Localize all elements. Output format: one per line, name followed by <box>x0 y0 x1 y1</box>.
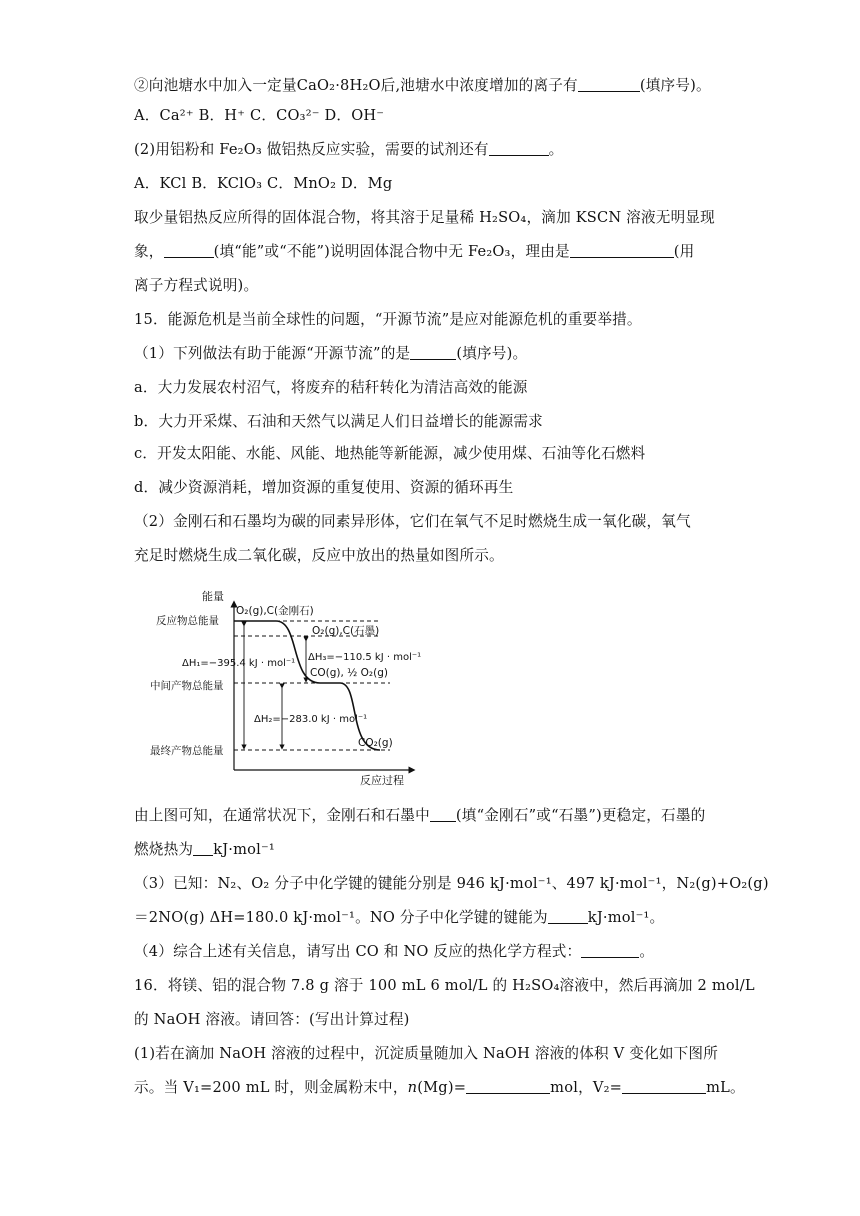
q14-para-c: 离子方程式说明)。 <box>134 277 259 294</box>
q15-opt-d: d．减少资源消耗，增加资源的重复使用、资源的循环再生 <box>134 479 514 496</box>
q15-p3-b2: kJ·mol⁻¹。 <box>587 909 665 926</box>
answer-blank[interactable] <box>430 807 456 822</box>
q15-p3-b <box>134 908 664 928</box>
q16-p1-b3: (Mg)= <box>417 1079 467 1096</box>
q15-title: 15．能源危机是当前全球性的问题，“开源节流”是应对能源危机的重要举措。 <box>134 311 642 328</box>
answer-blank[interactable] <box>570 243 674 258</box>
q15-after-a <box>134 806 705 826</box>
q15-after-b1: 燃烧热为 <box>134 841 194 858</box>
label-graphite: O₂(g),C(石墨) <box>312 625 380 637</box>
answer-blank[interactable] <box>164 243 214 258</box>
q14-part2-tail: 。 <box>548 141 564 158</box>
dh1-label: ΔH₁=−395.4 kJ · mol⁻¹ <box>182 658 296 669</box>
q16-p1-a: (1)若在滴加 NaOH 溶液的过程中，沉淀质量随加入 NaOH 溶液的体积 V 变化如下图所 <box>134 1045 718 1062</box>
q15-p1-tail: (填序号)。 <box>456 345 528 362</box>
q14-para-b2: (填“能”或“不能”)说明固体混合物中无 Fe₂O₃，理由是 <box>213 243 570 260</box>
q14-para-a: 取少量铝热反应所得的固体混合物，将其溶于足量稀 H₂SO₄，滴加 KSCN 溶液无明显现 <box>134 209 715 226</box>
answer-blank[interactable] <box>466 1079 550 1094</box>
label-co: CO(g), ½ O₂(g) <box>310 667 388 679</box>
q14-para-b1: 象， <box>134 243 164 260</box>
q16-p1-b <box>134 1078 745 1098</box>
q15-opt-b: b．大力开采煤、石油和天然气以满足人们日益增长的能源需求 <box>134 413 543 430</box>
q14-part2-stem: (2)用铝粉和 Fe₂O₃ 做铝热反应实验，需要的试剂还有 <box>134 141 489 158</box>
q16-title-a: 16．将镁、铝的混合物 7.8 g 溶于 100 mL 6 mol/L 的 H₂SO₄溶液中，然后再滴加 2 mol/L <box>134 977 755 994</box>
y-axis-label: 能量 <box>202 590 224 603</box>
x-axis-label: 反应过程 <box>360 774 404 786</box>
q16-p1-b4: mol，V₂= <box>550 1079 623 1096</box>
answer-blank[interactable] <box>193 841 213 856</box>
q15-opt-c: c．开发太阳能、水能、风能、地热能等新能源，减少使用煤、石油等化石燃料 <box>134 445 646 462</box>
q14-p2-line <box>134 76 711 96</box>
q15-after-a2: (填“金刚石”或“石墨”)更稳定，石墨的 <box>455 807 706 824</box>
q15-p3-b1: ＝2NO(g) ΔH=180.0 kJ·mol⁻¹。NO 分子中化学键的键能为 <box>134 909 548 926</box>
dh2-label: ΔH₂=−283.0 kJ · mol⁻¹ <box>254 714 368 725</box>
q15-after-b2: kJ·mol⁻¹ <box>213 841 275 858</box>
answer-blank[interactable] <box>410 345 456 360</box>
q15-after-a1: 由上图可知，在通常状况下，金刚石和石墨中 <box>134 807 430 824</box>
q14-para-b3: (用 <box>673 243 695 260</box>
answer-blank[interactable] <box>581 943 639 958</box>
q15-after-b <box>134 840 275 860</box>
level-final-label: 最终产物总能量 <box>150 745 224 757</box>
q16-p1-b1: 示。当 V₁=200 mL 时，则金属粉末中， <box>134 1079 408 1096</box>
q14-part2-options: A．KCl B．KClO₃ C．MnO₂ D．Mg <box>134 175 393 192</box>
q15-p2-b: 充足时燃烧生成二氧化碳，反应中放出的热量如图所示。 <box>134 547 504 564</box>
q14-p2-options: A．Ca²⁺ B．H⁺ C．CO₃²⁻ D．OH⁻ <box>134 107 385 124</box>
energy-diagram <box>150 586 430 786</box>
dh3-label: ΔH₃=−110.5 kJ · mol⁻¹ <box>308 652 422 663</box>
answer-blank[interactable] <box>622 1079 706 1094</box>
label-diamond: O₂(g),C(金刚石) <box>236 605 314 617</box>
q16-p1-b5: mL。 <box>706 1079 745 1096</box>
level-intermediate-label: 中间产物总能量 <box>150 680 224 692</box>
q16-title-b: 的 NaOH 溶液。请回答：(写出计算过程) <box>134 1011 410 1028</box>
q14-p2-text: ②向池塘水中加入一定量CaO₂·8H₂O后,池塘水中浓度增加的离子有 <box>134 77 578 94</box>
q15-p1-stem: （1）下列做法有助于能源“开源节流”的是 <box>134 345 411 362</box>
q15-p4-a: （4）综合上述有关信息，请写出 CO 和 NO 反应的热化学方程式： <box>134 943 582 960</box>
q15-opt-a: a．大力发展农村沼气，将废弃的秸秆转化为清洁高效的能源 <box>134 379 528 396</box>
q15-p2-a: （2）金刚石和石墨均为碳的同素异形体，它们在氧气不足时燃烧生成一氧化碳，氧气 <box>134 513 691 530</box>
level-reactant-label: 反应物总能量 <box>156 615 219 627</box>
q15-p4-b: 。 <box>639 943 655 960</box>
q15-p3-a: （3）已知：N₂、O₂ 分子中化学键的键能分别是 946 kJ·mol⁻¹、497 kJ·mol⁻¹，N₂(g)+O₂(g) <box>134 875 769 892</box>
label-co2: CO₂(g) <box>358 737 393 749</box>
q14-part2-line <box>134 140 563 160</box>
q15-p4 <box>134 942 654 962</box>
answer-blank[interactable] <box>548 909 588 924</box>
answer-blank[interactable] <box>489 141 549 156</box>
q16-p1-b2: n <box>407 1079 418 1096</box>
q15-p1 <box>134 344 527 364</box>
q14-para-b <box>134 242 694 262</box>
reaction-curve <box>234 621 380 750</box>
answer-blank[interactable] <box>578 77 640 92</box>
q14-p2-tail: (填序号)。 <box>639 77 711 94</box>
